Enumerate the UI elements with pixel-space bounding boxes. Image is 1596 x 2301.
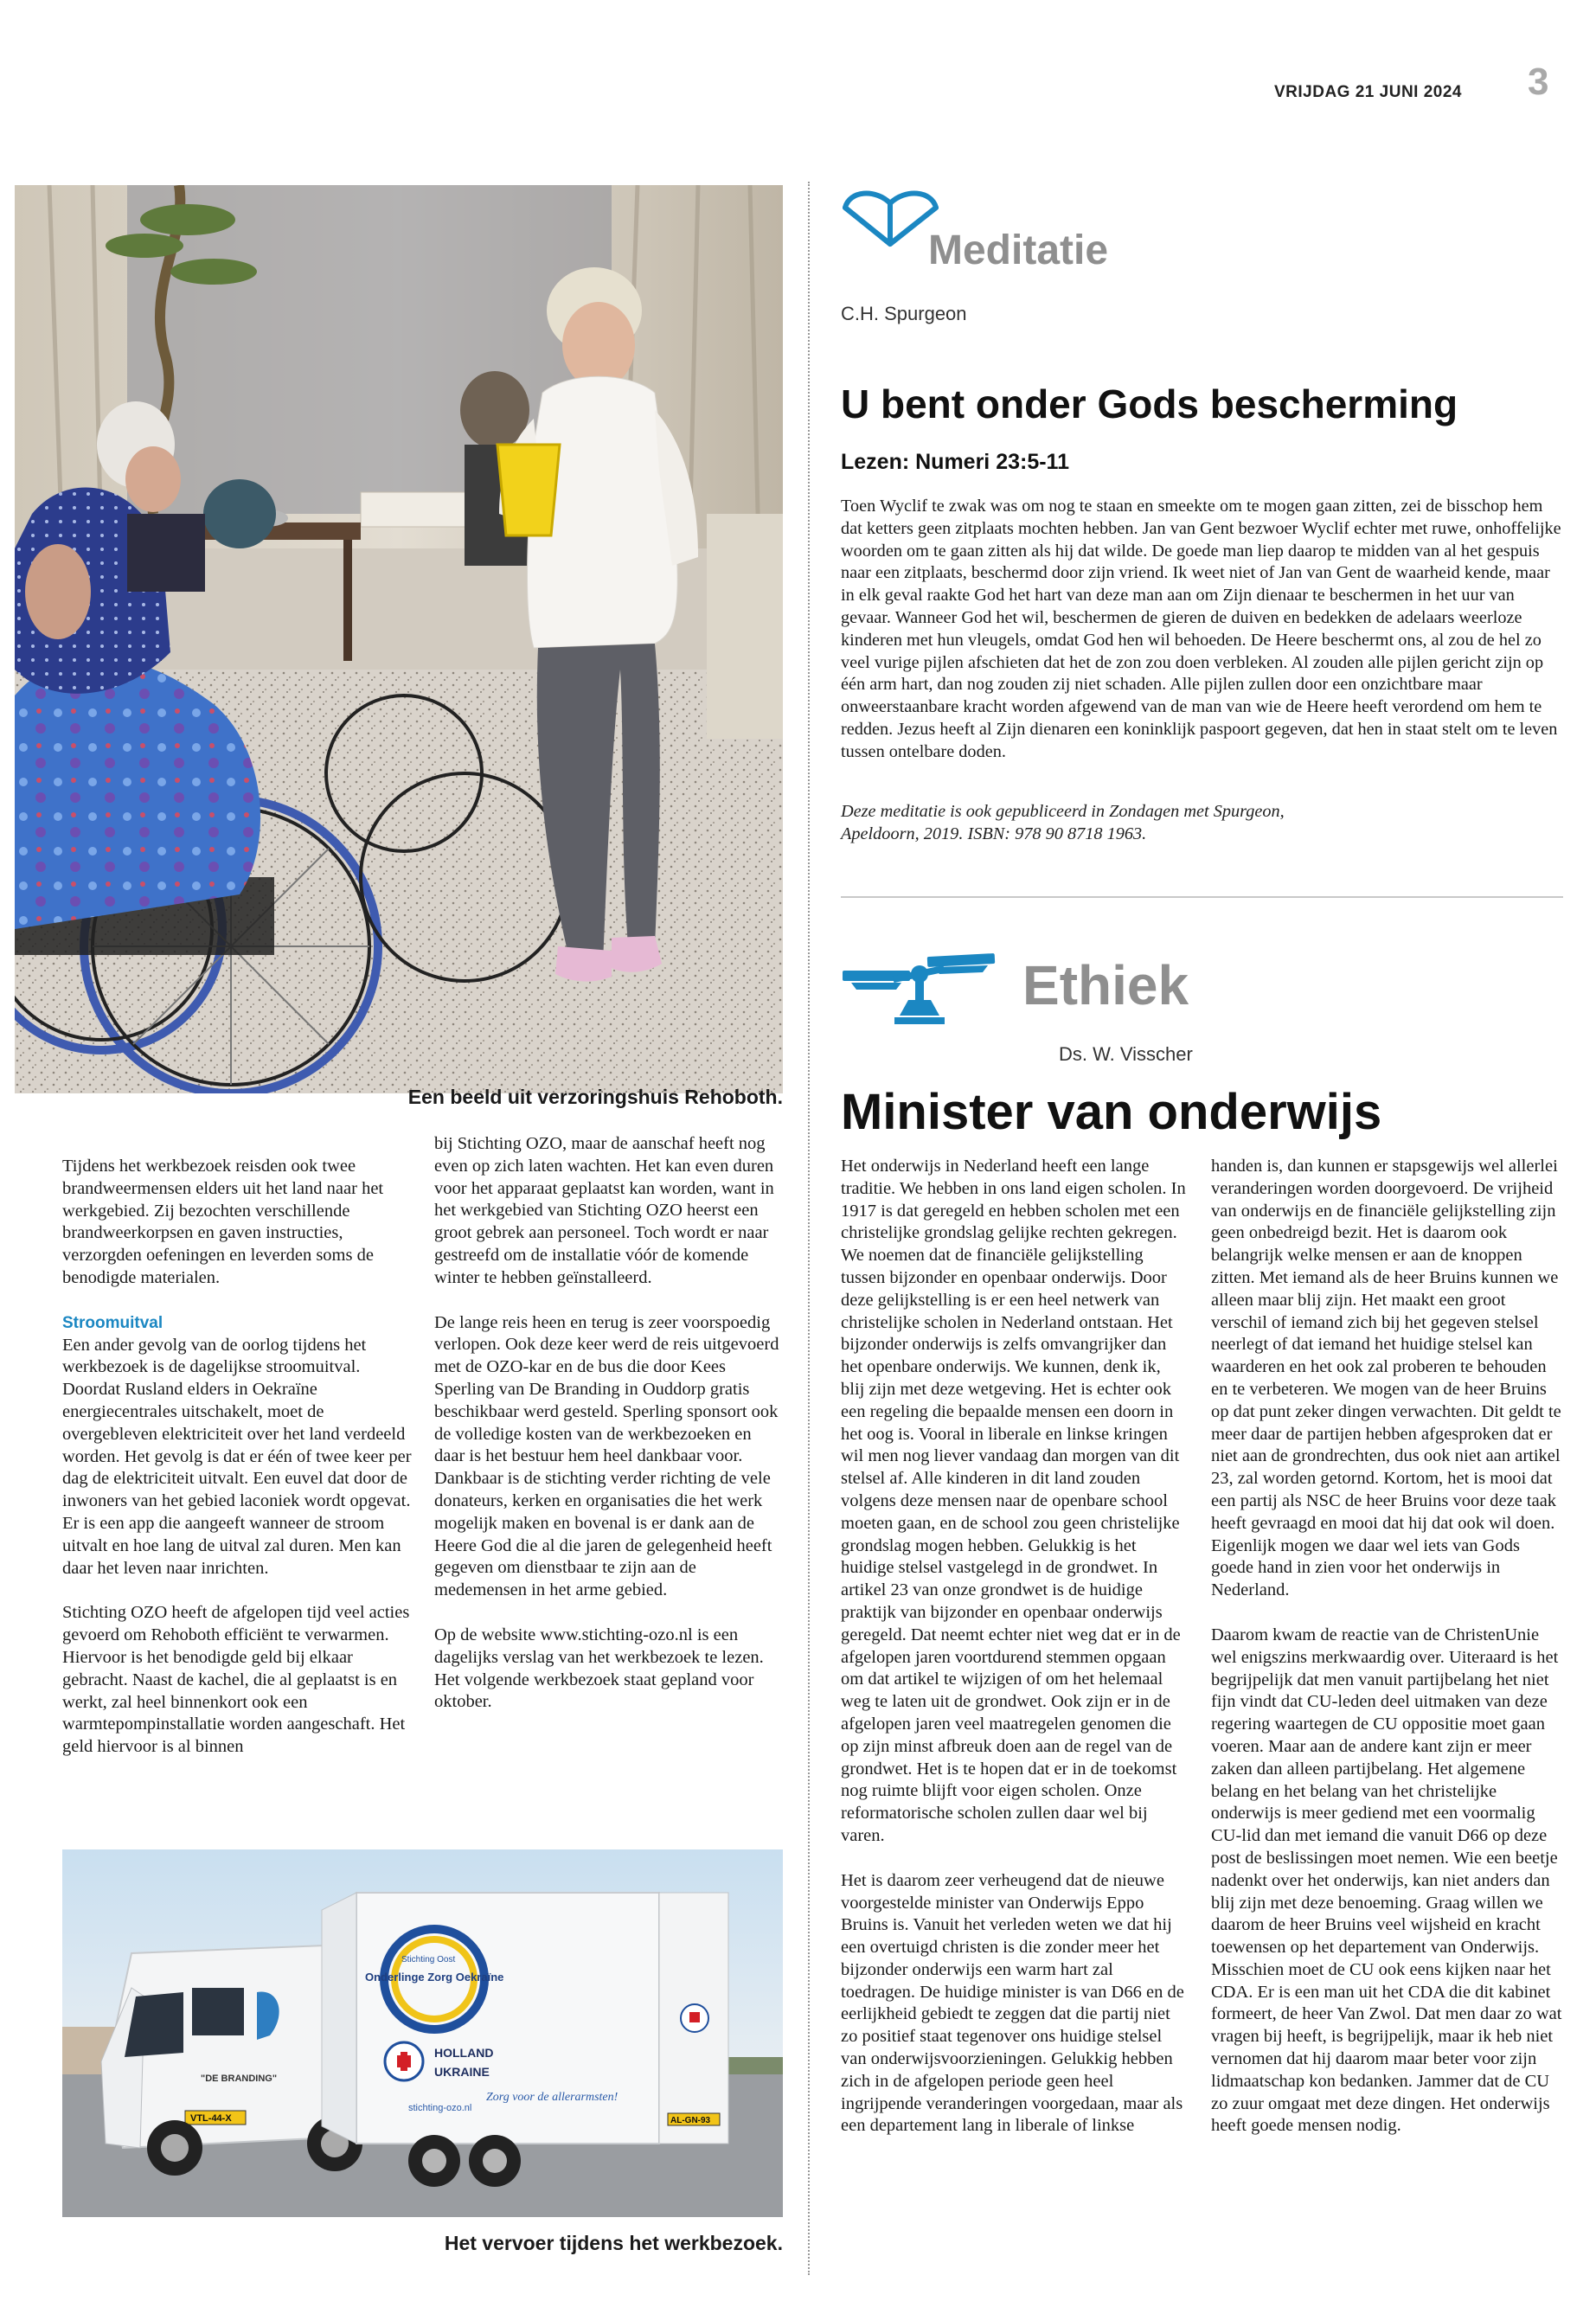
left-col1-paragraph-2: Een ander gevolg van de oorlog tijdens het werkbezoek is de dagelijkse stroomuitval. Doordat Rusland elders in Oekraïne energiecentrales uitschakelt, moet de overgebleven elektriciteit over het land verdeeld worden. Het gevolg is dat er één of twee keer per dag de elektriciteit uitvalt. Een euvel dat door de inwoners van het gebied laconiek wordt opgevat. Er is een app die aangeeft wanneer de stroom uitvalt en hoe lang de uitval zal duren. Men kan daar het leven naar inrichten. [62,1335,412,1578]
ethics-col1-paragraph-2: Het is daarom zeer verheugend dat de nieuwe voorgestelde minister van Onderwijs Eppo Bruins is. Vanuit het verleden weten we dat hij een overtuigd christen is die zonder meer het bijzonder onderwijs een warm hart zal toedragen. De huidige minister is van D66 en de eerlijkheid gebiedt te zeggen dat die partij niet zo positief staat tegenover ons huidige stelsel van onderwijsvoorzieningen. Gelukkig hebben zich in de afgelopen periode geen heel ingrijpende veranderingen voorgedaan, maar als een departement lang in liberale of linkse [841,1870,1184,2136]
ethics-col1-paragraph-1: Het onderwijs in Nederland heeft een lange traditie. We hebben in ons land eigen scholen. In 1917 is dat geregeld en hebben scholen met een christelijke grondslag gelijke rechten gekregen. We noemen dat de financiële gelijkstelling tussen bijzonder en openbaar onderwijs. Door deze gelijkstelling is er een heel netwerk van christelijke scholen in Nederland ontstaan. Het bijzonder onderwijs is zelfs omvangrijker dan het openbare onderwijs. We kunnen, denk ik, blij zijn met deze wetgeving. Het is echter ook een regeling die bepaalde mensen een doorn in het oog is. Vooral in liberale en linkse kringen wil men nog liever vandaag dan morgen van dit stelsel af. Alle kinderen in dit land zouden volgens deze mensen naar de openbare school moeten gaan, en de school zou geen christelijke grondslag mogen hebben. Gelukkig is het huidige stelsel vastgelegd in de grondwet. In artikel 23 van onze grondwet is de huidige praktijk van bijzonder en openbaar onderwijs geregeld. Dat neemt echter niet weg dat er in de afgelopen jaren voortdurend stemmen opgaan om dat artikel te wijzigen of om het helemaal weg te laten uit de grondwet. Ook zijn er in de afgelopen jaren veel maatregelen genomen die op zijn minst afbreuk doen aan de regel van de grondwet. Het is te hopen dat er in de toekomst nog ruimte blijft voor eigen scholen. Onze reformatorische scholen zullen daar wel bij varen. [841,1157,1186,1845]
page-date: VRIJDAG 21 JUNI 2024 [1274,83,1462,101]
trailer-plate: AL-GN-93 [670,2116,711,2125]
ethics-col2-paragraph-2: Daarom kwam de reactie van de ChristenUnie wel enigszins merkwaardig over. Uiteraard is het begrijpelijk dat men vanuit partijbelang het niet fijn vindt dat CU-leden deel uitmaken van deze regering waartegen de CU oppositie moet gaan voeren. Maar aan de andere kant zijn er meer zaken dan alleen partijbelang. Het algemene belang en het belang van het christelijke onderwijs is meer gediend met een voormalig CU-lid dan met iemand die vanuit D66 op deze post de beslissingen moet nemen. Wie een beetje nadenkt over het onderwijs, kan niet anders dan blij zijn met deze benoeming. Graag willen we daarom de heer Bruins veel wijsheid en kracht toewensen op het departement van Onderwijs. Misschien moet de CU ook eens kijken naar het CDA. Er is een man uit het CDA die dit kabinet formeert, de heer Van Zwol. Dat men daar zo wat vragen bij heeft, is begrijpelijk, maar ik heb niet vernomen dat hij daarom maar beter voor zijn lidmaatschap kon bedanken. Jammer dat de CU zo zuur omgaat met deze dingen. Het onderwijs heeft goede mensen nodig. [1211,1625,1562,2136]
subheading-stroomuitval: Stroomuitval [62,1313,163,1332]
meditation-title: U bent onder Gods bescherming [841,381,1458,426]
section-title-meditatie: Meditatie [928,228,1109,273]
section-separator [841,896,1563,898]
left-article-col1 [62,1156,413,1781]
van-trailer-photo [62,1849,783,2217]
column-divider [808,182,810,2275]
photo-top-caption: Een beeld uit verzoringshuis Rehoboth. [407,1086,783,1108]
meditation-reading: Lezen: Numeri 23:5-11 [841,450,1069,474]
ethics-title: Minister van onderwijs [841,1084,1382,1140]
trailer-website: stichting-ozo.nl [408,2103,472,2113]
photo-bottom-caption: Het vervoer tijdens het werkbezoek. [444,2232,783,2254]
meditation-author: C.H. Spurgeon [841,303,967,324]
left-col1-paragraph-1: Tijdens het werkbezoek reisden ook twee brandweermensen elders uit het land naar het werkgebied. Zij bezochten verschillende brandweerkorpsen en gaven instructies, verzorgden oefeningen en leverden soms de benodigde materialen. [62,1157,384,1287]
left-col2-paragraph-1: bij Stichting OZO, maar de aanschaf heeft nog even op zich laten wachten. Het kan even duren voor het apparaat geplaatst kan worden, want in het werkgebied van Stichting OZO heerst een groot gebrek aan personeel. Toch wordt er naar gestreefd om de installatie vóór de komende winter te hebben geïnstalleerd. [434,1134,774,1287]
trailer-holland: HOLLAND [434,2046,494,2060]
balance-scale-icon [841,945,997,1027]
ethics-col2-paragraph-1: handen is, dan kunnen er stapsgewijs wel allerlei veranderingen worden doorgevoerd. De vrijheid van onderwijs en de financiële gelijkstelling zijn geen onbedreigd bezit. Het is daarom ook belangrijk welke mensen er aan de knoppen zitten. Met iemand als de heer Bruins kunnen we alleen maar blij zijn. Het maakt een groot verschil of iemand zich bij het gegeven stelsel neerlegt of dat iemand het huidige stelsel kan waarderen en het ook zal proberen te behouden en te verbeteren. We mogen van de heer Bruins op dat punt zeker dingen verwachten. Dit geldt te meer daar de partijen hebben afgesproken dat er niet aan de grondrechten, dus ook niet aan artikel 23, zal worden getornd. Kortom, het is mooi dat een partij als NSC de heer Bruins voor deze taak heeft gevraagd en mooi dat hij dat ook wil doen. Eigenlijk mogen we daar wel iets van Gods goede hand in zien voor het onderwijs in Nederland. [1211,1157,1561,1600]
meditation-body: Toen Wyclif te zwak was om nog te staan en smeekte om te mogen gaan zitten, zei de bisschop hem dat ketters geen zitplaats mochten hebben. Jan van Gent bezwoer Wyclif echter met ruwe, onhoffelijke woorden om te gaan zitten als hij dat wilde. De goede man liep daarop te midden van al het gespuis naar een zitplaats, beschermd door zijn vriend. Ik weet niet of Jan van Gent de waarheid kende, maar in elk geval raakte God het hart van deze man aan om Zijn dienaar te beschermen in het uur van gevaar. Wanneer God het wil, beschermen de gieren de duiven en bedekken de adelaars weerloze kinderen met hun vleugels, omdat God hen wil behoeden. De Heere beschermt ons, al zou de hel zo veel vurige pijlen afschieten dat het de zon zou doen verbleken. Al zouden alle pijlen gericht zijn op één arm hart, dan nog zouden zij niet schaden. Alle pijlen zullen door een onzichtbare maar onweerstaanbare kracht worden afgewend van de man van wie de Heere heeft verordend om hem te redden. Jezus heeft al Zijn dienaren een koninklijk paspoort gegeven, dat hen in staat stelt om te leven tussen ontelbare doden. [841,497,1561,761]
ethics-author: Ds. W. Visscher [1059,1043,1193,1065]
trailer-ukraine: UKRAINE [434,2065,490,2079]
nursing-home-photo [15,185,783,1093]
left-article-col2 [434,1133,785,1736]
open-book-icon [841,182,940,251]
section-title-ethiek: Ethiek [1022,954,1189,1016]
trailer-slogan: Zorg voor de allerarmsten! [486,2091,619,2104]
trailer-org-line1: Stichting Oost [401,1955,456,1965]
left-col2-paragraph-2: De lange reis heen en terug is zeer voorspoedig verlopen. Ook deze keer werd de reis uitgevoerd met de OZO-kar en de bus die door Kees Sperling van De Branding in Ouddorp gratis beschikbaar werd gesteld. Sperling sponsort ook de volledige kosten van de werkbezoeken en daar is het bestuur hem heel dankbaar voor. Dankbaar is de stichting verder richting de vele donateurs, kerken en organisaties die het werk mogelijk maken en bovenal is er dank aan de Heere God die al die jaren de gelegenheid heeft gegeven om dienstbaar te zijn aan de medemensen in het arme gebied. [434,1312,779,1600]
left-col1-paragraph-3: Stichting OZO heeft de afgelopen tijd veel acties gevoerd om Rehoboth efficiënt te verwarmen. Hiervoor is het benodigde geld bij elkaar gebracht. Naast de kachel, die al geplaatst is en werkt, zal heel binnenkort ook een warmtepompinstallatie worden aangeschaft. Het geld hiervoor is al binnen [62,1603,410,1757]
page-number: 3 [1528,61,1549,103]
left-col2-paragraph-3: Op de website www.stichting-ozo.nl is een dagelijks verslag van het werkbezoek te lezen. Het volgende werkbezoek staat gepland voor oktober. [434,1625,764,1712]
van-branding-text: "DE BRANDING" [201,2073,278,2084]
meditation-note: Deze meditatie is ook gepubliceerd in Zondagen met Spurgeon, Apeldoorn, 2019. ISBN: 978 90 8718 1963. [841,802,1285,843]
trailer-org-name: Onderlinge Zorg Oekraïne [365,1971,504,1984]
ethics-col2 [1211,1156,1566,2160]
van-plate: VTL-44-X [190,2113,232,2124]
ethics-col1 [841,1156,1187,2160]
